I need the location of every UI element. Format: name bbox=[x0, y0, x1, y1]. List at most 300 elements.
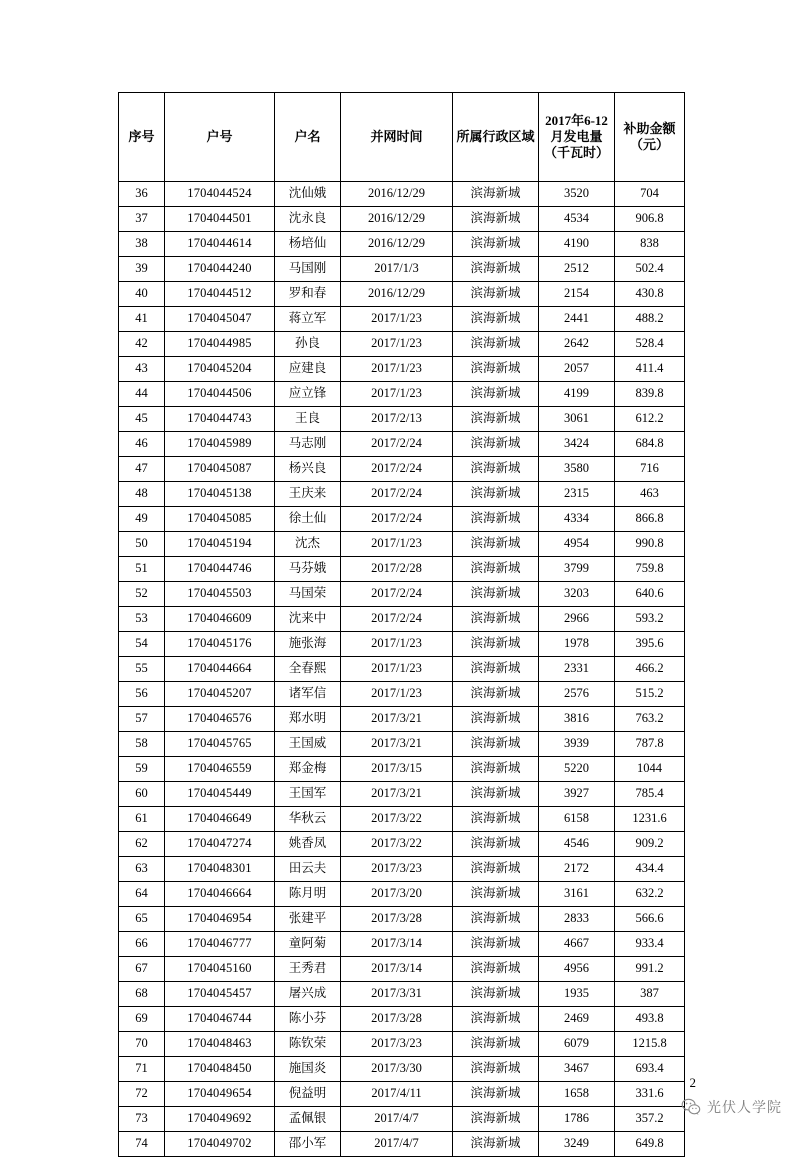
column-header-index: 序号 bbox=[119, 93, 165, 182]
cell-grid-date: 2017/3/31 bbox=[341, 982, 453, 1007]
cell-index: 37 bbox=[119, 207, 165, 232]
cell-region: 滨海新城 bbox=[453, 707, 539, 732]
cell-account-no: 1704046609 bbox=[165, 607, 275, 632]
cell-account-no: 1704045449 bbox=[165, 782, 275, 807]
cell-account-name: 徐土仙 bbox=[275, 507, 341, 532]
cell-grid-date: 2017/3/30 bbox=[341, 1057, 453, 1082]
cell-account-name: 华秋云 bbox=[275, 807, 341, 832]
table-row bbox=[119, 757, 685, 782]
cell-power: 1935 bbox=[539, 982, 615, 1007]
cell-index: 52 bbox=[119, 582, 165, 607]
cell-index: 71 bbox=[119, 1057, 165, 1082]
cell-power: 6079 bbox=[539, 1032, 615, 1057]
cell-grid-date: 2016/12/29 bbox=[341, 207, 453, 232]
cell-power: 2512 bbox=[539, 257, 615, 282]
cell-grid-date: 2017/3/21 bbox=[341, 782, 453, 807]
cell-account-name: 应立锋 bbox=[275, 382, 341, 407]
cell-region: 滨海新城 bbox=[453, 982, 539, 1007]
cell-index: 69 bbox=[119, 1007, 165, 1032]
table-row bbox=[119, 257, 685, 282]
cell-account-name: 马国刚 bbox=[275, 257, 341, 282]
table-row bbox=[119, 482, 685, 507]
cell-grid-date: 2017/3/21 bbox=[341, 732, 453, 757]
cell-region: 滨海新城 bbox=[453, 932, 539, 957]
cell-account-no: 1704046576 bbox=[165, 707, 275, 732]
table-row bbox=[119, 1032, 685, 1057]
cell-index: 38 bbox=[119, 232, 165, 257]
cell-region: 滨海新城 bbox=[453, 457, 539, 482]
cell-power: 4534 bbox=[539, 207, 615, 232]
cell-account-no: 1704045138 bbox=[165, 482, 275, 507]
cell-power: 4667 bbox=[539, 932, 615, 957]
cell-amount: 430.8 bbox=[615, 282, 685, 307]
cell-amount: 787.8 bbox=[615, 732, 685, 757]
cell-index: 63 bbox=[119, 857, 165, 882]
table-body bbox=[119, 182, 685, 1157]
cell-index: 44 bbox=[119, 382, 165, 407]
cell-grid-date: 2017/3/22 bbox=[341, 832, 453, 857]
table-header bbox=[119, 93, 685, 182]
cell-grid-date: 2016/12/29 bbox=[341, 232, 453, 257]
table-row bbox=[119, 557, 685, 582]
cell-region: 滨海新城 bbox=[453, 957, 539, 982]
cell-region: 滨海新城 bbox=[453, 882, 539, 907]
cell-grid-date: 2016/12/29 bbox=[341, 182, 453, 207]
cell-grid-date: 2017/3/21 bbox=[341, 707, 453, 732]
cell-region: 滨海新城 bbox=[453, 582, 539, 607]
cell-account-name: 蒋立军 bbox=[275, 307, 341, 332]
cell-index: 48 bbox=[119, 482, 165, 507]
cell-amount: 632.2 bbox=[615, 882, 685, 907]
cell-account-no: 1704044506 bbox=[165, 382, 275, 407]
cell-amount: 909.2 bbox=[615, 832, 685, 857]
cell-power: 3249 bbox=[539, 1132, 615, 1157]
cell-power: 2642 bbox=[539, 332, 615, 357]
cell-region: 滨海新城 bbox=[453, 632, 539, 657]
page-number: 2 bbox=[689, 1075, 696, 1090]
cell-amount: 528.4 bbox=[615, 332, 685, 357]
cell-power: 4546 bbox=[539, 832, 615, 857]
cell-account-no: 1704045087 bbox=[165, 457, 275, 482]
cell-grid-date: 2017/3/23 bbox=[341, 857, 453, 882]
cell-region: 滨海新城 bbox=[453, 1082, 539, 1107]
cell-index: 70 bbox=[119, 1032, 165, 1057]
table-row bbox=[119, 932, 685, 957]
cell-amount: 866.8 bbox=[615, 507, 685, 532]
wechat-icon bbox=[681, 1097, 701, 1117]
cell-power: 1978 bbox=[539, 632, 615, 657]
cell-index: 67 bbox=[119, 957, 165, 982]
cell-index: 55 bbox=[119, 657, 165, 682]
cell-amount: 1044 bbox=[615, 757, 685, 782]
cell-amount: 566.6 bbox=[615, 907, 685, 932]
cell-index: 59 bbox=[119, 757, 165, 782]
cell-account-name: 陈钦荣 bbox=[275, 1032, 341, 1057]
cell-region: 滨海新城 bbox=[453, 357, 539, 382]
cell-grid-date: 2017/3/28 bbox=[341, 1007, 453, 1032]
cell-index: 53 bbox=[119, 607, 165, 632]
cell-index: 62 bbox=[119, 832, 165, 857]
table-row bbox=[119, 382, 685, 407]
cell-account-no: 1704044743 bbox=[165, 407, 275, 432]
cell-account-no: 1704048450 bbox=[165, 1057, 275, 1082]
cell-account-no: 1704047274 bbox=[165, 832, 275, 857]
cell-account-no: 1704045457 bbox=[165, 982, 275, 1007]
cell-grid-date: 2017/1/23 bbox=[341, 357, 453, 382]
cell-account-no: 1704046777 bbox=[165, 932, 275, 957]
table-row bbox=[119, 632, 685, 657]
table-row bbox=[119, 782, 685, 807]
cell-region: 滨海新城 bbox=[453, 1107, 539, 1132]
cell-amount: 612.2 bbox=[615, 407, 685, 432]
cell-region: 滨海新城 bbox=[453, 407, 539, 432]
cell-account-no: 1704046559 bbox=[165, 757, 275, 782]
cell-grid-date: 2017/1/23 bbox=[341, 332, 453, 357]
cell-account-no: 1704045989 bbox=[165, 432, 275, 457]
cell-amount: 515.2 bbox=[615, 682, 685, 707]
cell-account-name: 王庆来 bbox=[275, 482, 341, 507]
cell-amount: 640.6 bbox=[615, 582, 685, 607]
wechat-watermark-label: 光伏人学院 bbox=[707, 1099, 782, 1115]
cell-grid-date: 2017/2/24 bbox=[341, 457, 453, 482]
cell-power: 2833 bbox=[539, 907, 615, 932]
cell-power: 3467 bbox=[539, 1057, 615, 1082]
cell-region: 滨海新城 bbox=[453, 182, 539, 207]
cell-account-name: 罗和春 bbox=[275, 282, 341, 307]
cell-index: 47 bbox=[119, 457, 165, 482]
cell-region: 滨海新城 bbox=[453, 857, 539, 882]
cell-account-no: 1704046744 bbox=[165, 1007, 275, 1032]
cell-index: 56 bbox=[119, 682, 165, 707]
cell-amount: 387 bbox=[615, 982, 685, 1007]
table-row bbox=[119, 232, 685, 257]
cell-power: 2172 bbox=[539, 857, 615, 882]
cell-amount: 1231.6 bbox=[615, 807, 685, 832]
cell-account-no: 1704046954 bbox=[165, 907, 275, 932]
table-row bbox=[119, 907, 685, 932]
cell-index: 51 bbox=[119, 557, 165, 582]
cell-account-name: 郑水明 bbox=[275, 707, 341, 732]
cell-account-name: 杨兴良 bbox=[275, 457, 341, 482]
table-row bbox=[119, 332, 685, 357]
cell-account-name: 沈仙娥 bbox=[275, 182, 341, 207]
column-header-account-no: 户号 bbox=[165, 93, 275, 182]
cell-index: 54 bbox=[119, 632, 165, 657]
cell-grid-date: 2017/2/24 bbox=[341, 582, 453, 607]
wechat-watermark bbox=[681, 1097, 782, 1117]
cell-index: 58 bbox=[119, 732, 165, 757]
cell-index: 40 bbox=[119, 282, 165, 307]
cell-grid-date: 2017/4/11 bbox=[341, 1082, 453, 1107]
cell-account-no: 1704044614 bbox=[165, 232, 275, 257]
column-header-grid-date: 并网时间 bbox=[341, 93, 453, 182]
subsidy-table bbox=[118, 92, 685, 1157]
cell-account-name: 沈杰 bbox=[275, 532, 341, 557]
cell-power: 3939 bbox=[539, 732, 615, 757]
cell-amount: 785.4 bbox=[615, 782, 685, 807]
cell-amount: 933.4 bbox=[615, 932, 685, 957]
cell-index: 46 bbox=[119, 432, 165, 457]
cell-power: 3927 bbox=[539, 782, 615, 807]
cell-region: 滨海新城 bbox=[453, 1132, 539, 1157]
cell-grid-date: 2017/2/24 bbox=[341, 507, 453, 532]
cell-account-name: 王良 bbox=[275, 407, 341, 432]
cell-account-no: 1704044746 bbox=[165, 557, 275, 582]
table-row bbox=[119, 982, 685, 1007]
cell-account-no: 1704049654 bbox=[165, 1082, 275, 1107]
cell-region: 滨海新城 bbox=[453, 1007, 539, 1032]
table-row bbox=[119, 507, 685, 532]
cell-account-name: 沈来中 bbox=[275, 607, 341, 632]
cell-region: 滨海新城 bbox=[453, 332, 539, 357]
cell-grid-date: 2017/2/24 bbox=[341, 432, 453, 457]
cell-account-name: 田云夫 bbox=[275, 857, 341, 882]
cell-amount: 593.2 bbox=[615, 607, 685, 632]
cell-grid-date: 2017/2/24 bbox=[341, 482, 453, 507]
cell-power: 2315 bbox=[539, 482, 615, 507]
table-row bbox=[119, 857, 685, 882]
cell-index: 57 bbox=[119, 707, 165, 732]
cell-amount: 649.8 bbox=[615, 1132, 685, 1157]
table-row bbox=[119, 957, 685, 982]
cell-account-no: 1704045176 bbox=[165, 632, 275, 657]
cell-power: 2966 bbox=[539, 607, 615, 632]
table-row bbox=[119, 1107, 685, 1132]
table-row bbox=[119, 1082, 685, 1107]
cell-account-no: 1704045160 bbox=[165, 957, 275, 982]
cell-region: 滨海新城 bbox=[453, 782, 539, 807]
table-row bbox=[119, 457, 685, 482]
cell-account-no: 1704045207 bbox=[165, 682, 275, 707]
cell-grid-date: 2017/3/23 bbox=[341, 1032, 453, 1057]
cell-region: 滨海新城 bbox=[453, 307, 539, 332]
cell-amount: 493.8 bbox=[615, 1007, 685, 1032]
cell-power: 4956 bbox=[539, 957, 615, 982]
cell-grid-date: 2017/1/23 bbox=[341, 632, 453, 657]
cell-account-name: 屠兴成 bbox=[275, 982, 341, 1007]
cell-account-no: 1704045204 bbox=[165, 357, 275, 382]
cell-amount: 704 bbox=[615, 182, 685, 207]
table-row bbox=[119, 357, 685, 382]
cell-index: 39 bbox=[119, 257, 165, 282]
cell-account-no: 1704046664 bbox=[165, 882, 275, 907]
cell-region: 滨海新城 bbox=[453, 207, 539, 232]
cell-account-no: 1704044501 bbox=[165, 207, 275, 232]
table-row bbox=[119, 582, 685, 607]
cell-account-no: 1704044524 bbox=[165, 182, 275, 207]
cell-power: 1786 bbox=[539, 1107, 615, 1132]
cell-amount: 488.2 bbox=[615, 307, 685, 332]
cell-index: 42 bbox=[119, 332, 165, 357]
cell-region: 滨海新城 bbox=[453, 607, 539, 632]
cell-amount: 411.4 bbox=[615, 357, 685, 382]
cell-account-name: 王国威 bbox=[275, 732, 341, 757]
cell-account-name: 邵小军 bbox=[275, 1132, 341, 1157]
cell-amount: 395.6 bbox=[615, 632, 685, 657]
cell-region: 滨海新城 bbox=[453, 532, 539, 557]
column-header-amount: 补助金额（元） bbox=[615, 93, 685, 182]
cell-account-name: 马志刚 bbox=[275, 432, 341, 457]
table-row bbox=[119, 1132, 685, 1157]
cell-region: 滨海新城 bbox=[453, 732, 539, 757]
table-row bbox=[119, 882, 685, 907]
cell-amount: 839.8 bbox=[615, 382, 685, 407]
cell-region: 滨海新城 bbox=[453, 907, 539, 932]
table-row bbox=[119, 607, 685, 632]
cell-grid-date: 2017/3/22 bbox=[341, 807, 453, 832]
cell-grid-date: 2016/12/29 bbox=[341, 282, 453, 307]
table-row bbox=[119, 207, 685, 232]
cell-grid-date: 2017/1/23 bbox=[341, 307, 453, 332]
cell-amount: 763.2 bbox=[615, 707, 685, 732]
cell-power: 3424 bbox=[539, 432, 615, 457]
cell-amount: 759.8 bbox=[615, 557, 685, 582]
cell-grid-date: 2017/1/23 bbox=[341, 657, 453, 682]
cell-grid-date: 2017/3/14 bbox=[341, 932, 453, 957]
cell-account-no: 1704044985 bbox=[165, 332, 275, 357]
cell-account-no: 1704045194 bbox=[165, 532, 275, 557]
cell-power: 3203 bbox=[539, 582, 615, 607]
cell-amount: 502.4 bbox=[615, 257, 685, 282]
cell-account-no: 1704045503 bbox=[165, 582, 275, 607]
cell-power: 2469 bbox=[539, 1007, 615, 1032]
table-header-row bbox=[119, 93, 685, 182]
cell-region: 滨海新城 bbox=[453, 432, 539, 457]
cell-grid-date: 2017/3/15 bbox=[341, 757, 453, 782]
table-row bbox=[119, 832, 685, 857]
table-row bbox=[119, 807, 685, 832]
cell-index: 61 bbox=[119, 807, 165, 832]
cell-grid-date: 2017/3/28 bbox=[341, 907, 453, 932]
cell-region: 滨海新城 bbox=[453, 682, 539, 707]
cell-account-no: 1704048301 bbox=[165, 857, 275, 882]
cell-account-name: 童阿菊 bbox=[275, 932, 341, 957]
table-row bbox=[119, 432, 685, 457]
cell-region: 滨海新城 bbox=[453, 557, 539, 582]
cell-account-no: 1704048463 bbox=[165, 1032, 275, 1057]
cell-index: 36 bbox=[119, 182, 165, 207]
cell-region: 滨海新城 bbox=[453, 832, 539, 857]
cell-index: 45 bbox=[119, 407, 165, 432]
cell-power: 4190 bbox=[539, 232, 615, 257]
cell-amount: 990.8 bbox=[615, 532, 685, 557]
table-row bbox=[119, 282, 685, 307]
cell-amount: 716 bbox=[615, 457, 685, 482]
cell-account-name: 孟佩银 bbox=[275, 1107, 341, 1132]
cell-account-no: 1704044512 bbox=[165, 282, 275, 307]
table-row bbox=[119, 1007, 685, 1032]
cell-account-no: 1704049692 bbox=[165, 1107, 275, 1132]
cell-account-name: 倪益明 bbox=[275, 1082, 341, 1107]
cell-account-name: 施国炎 bbox=[275, 1057, 341, 1082]
cell-region: 滨海新城 bbox=[453, 507, 539, 532]
cell-account-no: 1704045765 bbox=[165, 732, 275, 757]
cell-account-name: 沈永良 bbox=[275, 207, 341, 232]
cell-region: 滨海新城 bbox=[453, 1032, 539, 1057]
cell-amount: 466.2 bbox=[615, 657, 685, 682]
cell-region: 滨海新城 bbox=[453, 1057, 539, 1082]
cell-grid-date: 2017/4/7 bbox=[341, 1132, 453, 1157]
table-row bbox=[119, 182, 685, 207]
cell-index: 41 bbox=[119, 307, 165, 332]
table-row bbox=[119, 682, 685, 707]
cell-region: 滨海新城 bbox=[453, 232, 539, 257]
cell-power: 3161 bbox=[539, 882, 615, 907]
column-header-power: 2017年6-12月发电量（千瓦时） bbox=[539, 93, 615, 182]
cell-region: 滨海新城 bbox=[453, 657, 539, 682]
cell-account-name: 姚香凤 bbox=[275, 832, 341, 857]
cell-grid-date: 2017/4/7 bbox=[341, 1107, 453, 1132]
cell-account-no: 1704045085 bbox=[165, 507, 275, 532]
cell-index: 66 bbox=[119, 932, 165, 957]
cell-amount: 331.6 bbox=[615, 1082, 685, 1107]
cell-index: 64 bbox=[119, 882, 165, 907]
table-row bbox=[119, 307, 685, 332]
cell-index: 50 bbox=[119, 532, 165, 557]
cell-account-no: 1704044240 bbox=[165, 257, 275, 282]
cell-power: 5220 bbox=[539, 757, 615, 782]
cell-region: 滨海新城 bbox=[453, 807, 539, 832]
table-row bbox=[119, 1057, 685, 1082]
cell-amount: 693.4 bbox=[615, 1057, 685, 1082]
cell-index: 43 bbox=[119, 357, 165, 382]
cell-power: 6158 bbox=[539, 807, 615, 832]
cell-region: 滨海新城 bbox=[453, 257, 539, 282]
table-row bbox=[119, 532, 685, 557]
cell-power: 3816 bbox=[539, 707, 615, 732]
cell-power: 4954 bbox=[539, 532, 615, 557]
cell-amount: 906.8 bbox=[615, 207, 685, 232]
table-row bbox=[119, 657, 685, 682]
cell-grid-date: 2017/3/14 bbox=[341, 957, 453, 982]
column-header-region: 所属行政区域 bbox=[453, 93, 539, 182]
cell-power: 2576 bbox=[539, 682, 615, 707]
table-row bbox=[119, 407, 685, 432]
cell-grid-date: 2017/2/13 bbox=[341, 407, 453, 432]
cell-power: 4334 bbox=[539, 507, 615, 532]
subsidy-table-container bbox=[118, 92, 684, 1157]
cell-account-name: 诸军信 bbox=[275, 682, 341, 707]
table-row bbox=[119, 732, 685, 757]
cell-amount: 1215.8 bbox=[615, 1032, 685, 1057]
cell-index: 74 bbox=[119, 1132, 165, 1157]
cell-account-name: 施张海 bbox=[275, 632, 341, 657]
column-header-account-name: 户名 bbox=[275, 93, 341, 182]
cell-account-name: 应建良 bbox=[275, 357, 341, 382]
cell-power: 3520 bbox=[539, 182, 615, 207]
cell-region: 滨海新城 bbox=[453, 382, 539, 407]
cell-power: 4199 bbox=[539, 382, 615, 407]
cell-index: 65 bbox=[119, 907, 165, 932]
cell-power: 3580 bbox=[539, 457, 615, 482]
cell-account-name: 马芬娥 bbox=[275, 557, 341, 582]
table-row bbox=[119, 707, 685, 732]
cell-grid-date: 2017/1/23 bbox=[341, 532, 453, 557]
cell-index: 72 bbox=[119, 1082, 165, 1107]
cell-account-name: 陈小芬 bbox=[275, 1007, 341, 1032]
cell-account-name: 王秀君 bbox=[275, 957, 341, 982]
cell-account-name: 孙良 bbox=[275, 332, 341, 357]
cell-grid-date: 2017/1/23 bbox=[341, 682, 453, 707]
cell-power: 2331 bbox=[539, 657, 615, 682]
cell-account-name: 郑金梅 bbox=[275, 757, 341, 782]
cell-account-name: 全春熙 bbox=[275, 657, 341, 682]
cell-account-name: 王国军 bbox=[275, 782, 341, 807]
cell-account-no: 1704045047 bbox=[165, 307, 275, 332]
cell-amount: 684.8 bbox=[615, 432, 685, 457]
cell-amount: 357.2 bbox=[615, 1107, 685, 1132]
cell-amount: 463 bbox=[615, 482, 685, 507]
